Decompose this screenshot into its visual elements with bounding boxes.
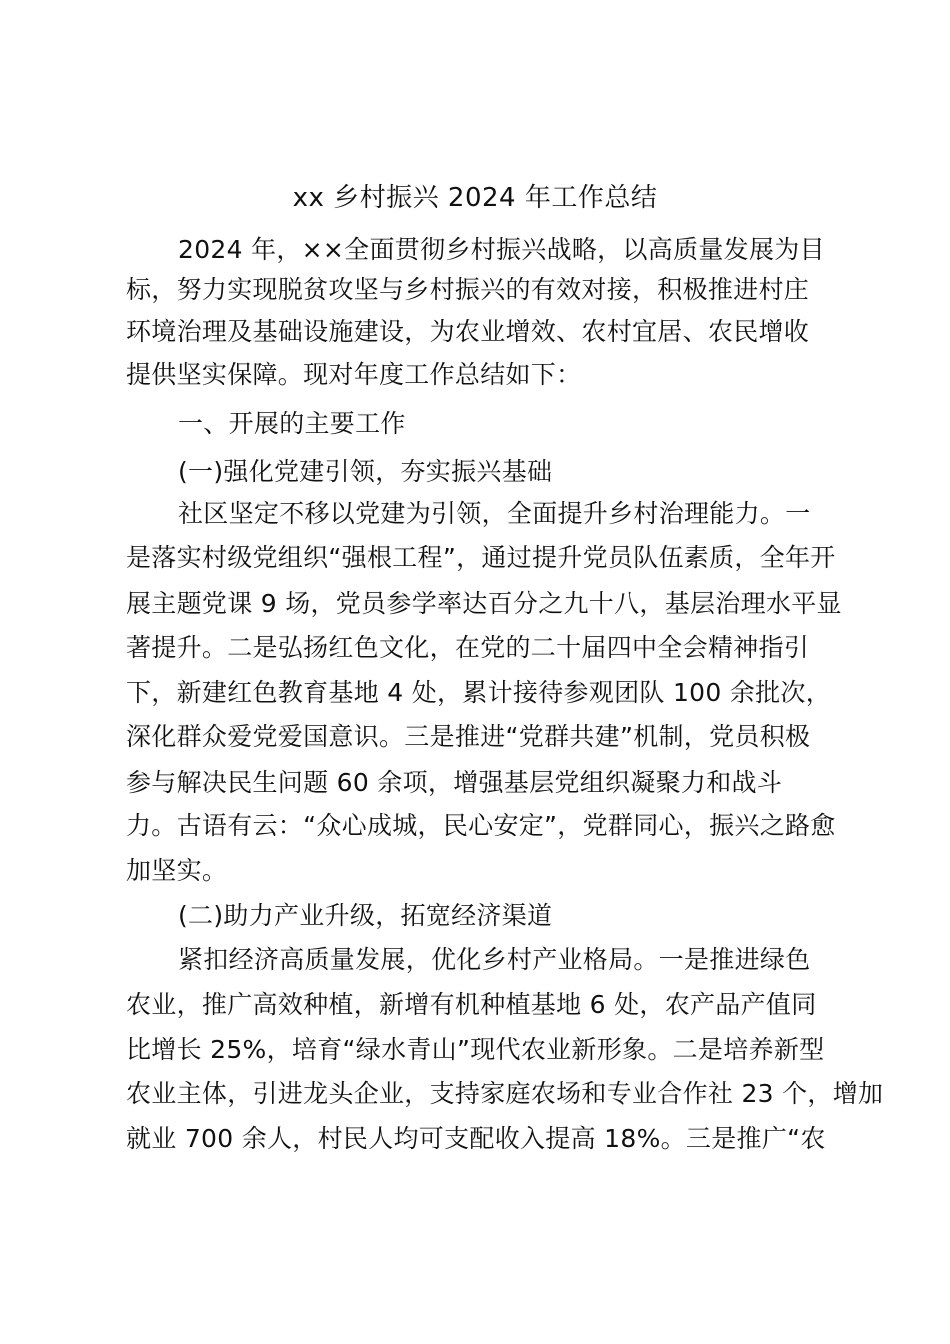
paragraph-line: 标，努力实现脱贫攻坚与乡村振兴的有效对接，积极推进村庄 (126, 275, 810, 304)
section-heading: 一、开展的主要工作 (178, 409, 406, 438)
paragraph-line: 提供坚实保障。现对年度工作总结如下： (126, 360, 582, 389)
paragraph-line: 参与解决民生问题 60 余项，增强基层党组织凝聚力和战斗 (126, 768, 783, 797)
paragraph-line: 紧扣经济高质量发展，优化乡村产业格局。一是推进绿色 (178, 945, 811, 974)
paragraph-line: 比增长 25%，培育“绿水青山”现代农业新形象。二是培养新型 (126, 1035, 825, 1064)
paragraph-line: 环境治理及基础设施建设，为农业增效、农村宜居、农民增收 (126, 317, 810, 346)
paragraph-line: 就业 700 余人，村民人均可支配收入提高 18%。三是推广“农 (126, 1124, 826, 1153)
paragraph-line: 深化群众爱党爱国意识。三是推进“党群共建”机制，党员积极 (126, 722, 811, 751)
paragraph-line: 下，新建红色教育基地 4 处，累计接待参观团队 100 余批次， (126, 678, 832, 707)
paragraph-line: 著提升。二是弘扬红色文化，在党的二十届四中全会精神指引 (126, 633, 810, 662)
paragraph-line: 是落实村级党组织“强根工程”，通过提升党员队伍素质，全年开 (126, 543, 836, 572)
subsection-heading: (二)助力产业升级，拓宽经济渠道 (178, 901, 553, 930)
paragraph-line: 2024 年，××全面贯彻乡村振兴战略，以高质量发展为目 (178, 235, 825, 264)
document-title: xx 乡村振兴 2024 年工作总结 (292, 183, 658, 213)
paragraph-line: 社区坚定不移以党建为引领，全面提升乡村治理能力。一 (178, 499, 811, 528)
paragraph-line: 展主题党课 9 场，党员参学率达百分之九十八，基层治理水平显 (126, 589, 842, 618)
paragraph-line: 农业，推广高效种植，新增有机种植基地 6 处，农产品产值同 (126, 990, 817, 1019)
subsection-heading: (一)强化党建引领，夯实振兴基础 (178, 457, 553, 486)
paragraph-line: 力。古语有云：“众心成城，民心安定”，党群同心，振兴之路愈 (126, 811, 836, 840)
paragraph-line: 加坚实。 (126, 856, 228, 885)
paragraph-line: 农业主体，引进龙头企业，支持家庭农场和专业合作社 23 个，增加 (126, 1079, 884, 1108)
